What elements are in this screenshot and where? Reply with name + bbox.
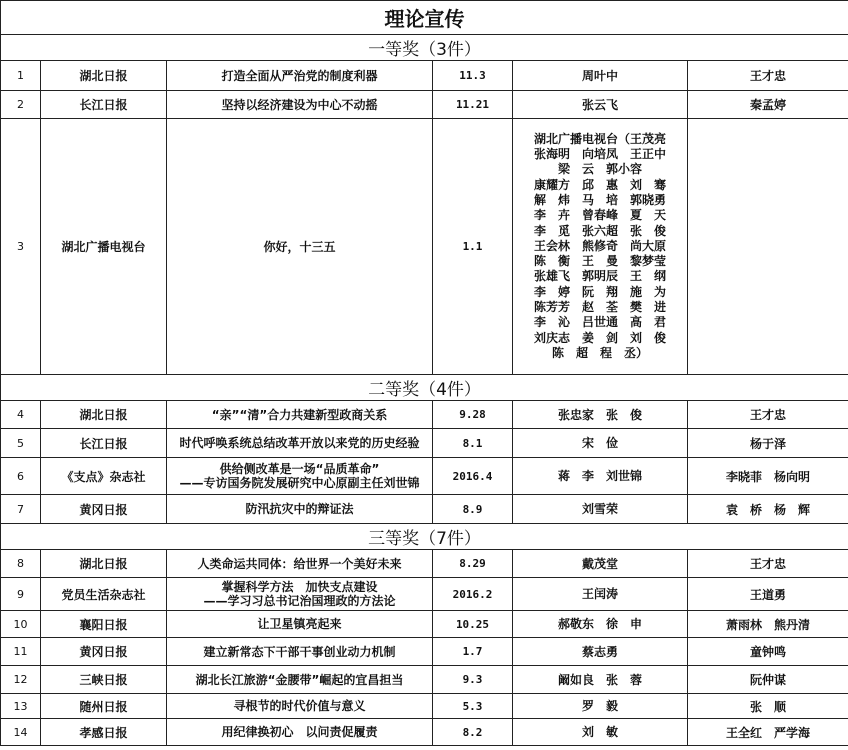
unit-cell: 湖北日报 [41,550,167,578]
work-title-line: 时代呼唤系统总结改革开放以来党的历史经验 [179,436,420,450]
table-row [1,578,848,611]
editor-cell: 李晓菲 杨向明 [688,458,848,495]
unit-cell: 《支点》杂志社 [41,458,167,495]
editor-cell: 王全红 严学海 [688,719,848,746]
work-title-cell [167,458,433,495]
row-number: 2 [1,91,41,119]
work-title-line: ——专访国务院发展研究中心原副主任刘世锦 [179,476,420,490]
table-row [1,429,848,458]
table-row [1,611,848,638]
row-number: 13 [1,694,41,719]
author-line: 周叶中 [581,68,618,83]
unit-cell: 随州日报 [41,694,167,719]
work-title-cell [167,578,433,611]
table-row [1,666,848,694]
date-cell: 5.3 [433,694,513,719]
author-line: 罗 毅 [581,699,618,713]
work-title-cell [167,719,433,746]
unit-cell: 黄冈日报 [41,495,167,524]
unit-cell: 黄冈日报 [41,638,167,666]
work-title-line: 掌握科学方法 加快支点建设 [221,580,378,594]
editor-cell: 王道勇 [688,578,848,611]
row-number: 9 [1,578,41,611]
row-number: 4 [1,401,41,429]
row-number: 11 [1,638,41,666]
unit-cell: 湖北广播电视台 [41,119,167,375]
author-line: 李 沁 吕世通 高 君 [533,315,666,330]
unit-cell: 三峡日报 [41,666,167,694]
date-cell: 2016.2 [433,578,513,611]
work-title-cell [167,638,433,666]
author-line: 李 婷 阮 翔 施 为 [533,284,666,299]
editor-cell: 王才忠 [688,401,848,429]
work-title-line: 寻根节的时代价值与意义 [233,699,366,713]
table-row [1,550,848,578]
author-line: 戴茂堂 [581,556,618,571]
authors-cell [513,401,688,429]
author-line: 刘 敏 [581,725,618,739]
section-heading: 三等奖（7件） [1,524,848,550]
date-cell: 10.25 [433,611,513,638]
author-line: 阚如良 张 蓉 [557,672,642,687]
row-number: 8 [1,550,41,578]
editor-cell: 童钟鸣 [688,638,848,666]
author-line: 蔡志勇 [581,644,618,659]
editor-cell: 张 顺 [688,694,848,719]
table-row [1,91,848,119]
work-title-line: 让卫星镇亮起来 [257,617,342,631]
author-line: 郝敬东 徐 申 [557,617,642,631]
date-cell: 8.1 [433,429,513,458]
section-heading: 一等奖（3件） [1,35,848,61]
table-row [1,119,848,375]
row-number: 6 [1,458,41,495]
authors-cell [513,119,688,375]
work-title-line: 防汛抗灾中的辩证法 [245,502,354,516]
editor-cell: 秦孟婷 [688,91,848,119]
editor-cell [688,119,848,375]
work-title-cell [167,611,433,638]
title-row [1,1,848,35]
author-line: 刘庆志 姜 剑 刘 俊 [533,330,666,345]
work-title-cell [167,429,433,458]
author-line: 解 炜 马 培 郭晓勇 [533,192,666,207]
author-line: 陈 衡 王 曼 黎梦莹 [533,254,666,269]
table-row [1,495,848,524]
author-line: 张海明 向培凤 王正中 [533,147,666,162]
work-title-line: ——学习习总书记治国理政的方法论 [203,594,396,608]
unit-cell: 湖北日报 [41,401,167,429]
work-title-line: 供给侧改革是一场“品质革命” [219,462,380,476]
unit-cell: 孝感日报 [41,719,167,746]
author-line: 湖北广播电视台（王茂亮 [533,131,666,146]
unit-cell: 湖北日报 [41,61,167,91]
work-title-cell [167,91,433,119]
work-title-line: 坚持以经济建设为中心不动摇 [221,97,378,112]
authors-cell [513,429,688,458]
work-title-line: “亲”“清”合力共建新型政商关系 [211,407,388,422]
work-title-line: 建立新常态下干部干事创业动力机制 [203,644,396,659]
work-title-line: 用纪律换初心 以问责促履责 [221,725,378,739]
row-number: 3 [1,119,41,375]
authors-cell [513,578,688,611]
work-title-cell [167,666,433,694]
editor-cell: 杨于泽 [688,429,848,458]
date-cell: 8.9 [433,495,513,524]
authors-cell [513,61,688,91]
author-line: 王会林 熊修奇 尚大原 [533,238,666,253]
date-cell: 2016.4 [433,458,513,495]
editor-cell: 王才忠 [688,61,848,91]
author-line: 王闰涛 [581,587,618,601]
date-cell: 8.29 [433,550,513,578]
authors-cell [513,694,688,719]
author-line: 蒋 李 刘世锦 [557,469,642,483]
author-line: 梁 云 郭小容 [557,162,642,177]
author-line: 刘雪荣 [581,502,618,516]
authors-cell [513,638,688,666]
author-line: 张云飞 [581,97,618,112]
row-number: 1 [1,61,41,91]
row-number: 10 [1,611,41,638]
authors-cell [513,458,688,495]
author-line: 宋 俭 [581,436,618,450]
authors-cell [513,550,688,578]
table-row [1,458,848,495]
row-number: 5 [1,429,41,458]
editor-cell: 阮仲谋 [688,666,848,694]
work-title-line: 打造全面从严治党的制度利器 [221,68,378,83]
authors-cell [513,91,688,119]
unit-cell: 襄阳日报 [41,611,167,638]
author-line: 陈 超 程 丞） [551,345,648,360]
work-title-cell [167,119,433,375]
authors-cell [513,666,688,694]
row-number: 14 [1,719,41,746]
table-row [1,638,848,666]
table-row [1,401,848,429]
row-number: 12 [1,666,41,694]
date-cell: 11.21 [433,91,513,119]
editor-cell: 袁 桥 杨 辉 [688,495,848,524]
author-line: 张雄飞 郭明辰 王 纲 [533,269,666,284]
date-cell: 1.1 [433,119,513,375]
date-cell: 9.28 [433,401,513,429]
work-title-line: 你好，十三五 [263,239,336,254]
date-cell: 8.2 [433,719,513,746]
work-title-cell [167,61,433,91]
unit-cell: 党员生活杂志社 [41,578,167,611]
author-line: 李 觅 张六超 张 俊 [533,223,666,238]
authors-cell [513,611,688,638]
author-line: 陈芳芳 赵 荃 樊 进 [533,300,666,315]
work-title-cell [167,694,433,719]
author-line: 李 卉 曾春峰 夏 天 [533,208,666,223]
date-cell: 9.3 [433,666,513,694]
table-row [1,61,848,91]
authors-cell [513,719,688,746]
authors-cell [513,495,688,524]
table-row [1,694,848,719]
date-cell: 11.3 [433,61,513,91]
page-title: 理论宣传 [1,1,848,35]
unit-cell: 长江日报 [41,429,167,458]
work-title-line: 湖北长江旅游“金腰带”崛起的宜昌担当 [195,672,404,687]
author-line: 康耀方 邱 惠 刘 骞 [533,177,666,192]
work-title-line: 人类命运共同体：给世界一个美好未来 [197,556,402,571]
author-line: 张忠家 张 俊 [557,407,642,422]
table-row [1,719,848,746]
section-header-row [1,524,848,550]
editor-cell: 萧雨林 熊丹清 [688,611,848,638]
section-heading: 二等奖（4件） [1,375,848,401]
row-number: 7 [1,495,41,524]
unit-cell: 长江日报 [41,91,167,119]
work-title-cell [167,495,433,524]
section-header-row [1,375,848,401]
date-cell: 1.7 [433,638,513,666]
work-title-cell [167,550,433,578]
editor-cell: 王才忠 [688,550,848,578]
work-title-cell [167,401,433,429]
section-header-row [1,35,848,61]
